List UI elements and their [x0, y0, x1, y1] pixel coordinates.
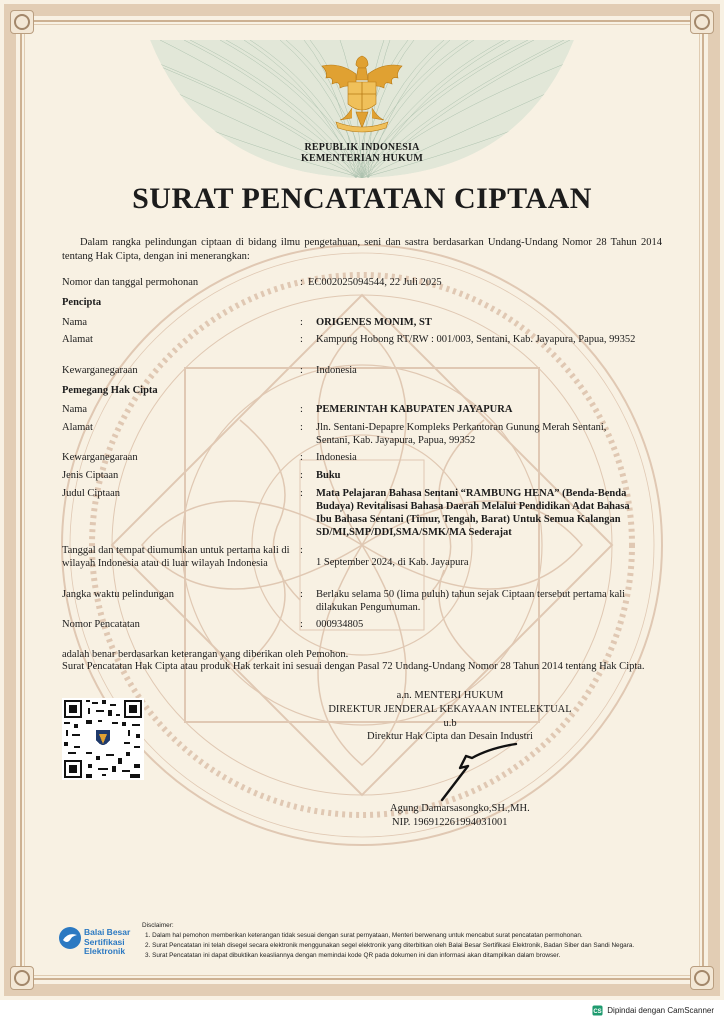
holder-nationality-label: Kewarganegaraan	[62, 452, 138, 463]
creator-address-label: Alamat	[62, 334, 93, 345]
logo-line-2: Sertifikasi	[84, 936, 125, 947]
qr-code-icon[interactable]	[62, 698, 144, 780]
creator-address-value: Kampung Hobong RT/RW : 001/003, Sentani, Kab. Jayapura, Papua, 99352	[316, 334, 636, 345]
holder-nationality-value: Indonesia	[316, 452, 357, 463]
work-type-value: Buku	[316, 470, 341, 481]
record-number-value: 000934805	[316, 619, 364, 630]
disclaimer	[142, 921, 682, 961]
colon: :	[300, 317, 303, 328]
signature-ub: u.b	[443, 718, 457, 729]
signature-on-behalf: a.n. MENTERI HUKUM	[396, 690, 504, 701]
creator-nationality-value: Indonesia	[316, 365, 357, 376]
publication-value: 1 September 2024, di Kab. Jayapura	[316, 557, 469, 568]
camscanner-icon	[592, 1005, 603, 1016]
creator-name-value: ORIGENES MONIM, ST	[316, 317, 432, 328]
intro-paragraph: Dalam rangka pelindungan ciptaan di bidang ilmu pengetahuan, seni dan sastra berdasarkan Undang-Undang Nomor 28 Tahun 2014 tentang Hak Cipta, dengan ini menerangkan:	[62, 237, 662, 262]
record-number-label: Nomor Pencatatan	[62, 619, 140, 630]
closing-line-2: Surat Pencatatan Hak Cipta atau produk Hak terkait ini sesuai dengan Pasal 72 Undang-Undang Nomor 28 Tahun 2014 tentang Hak Cipta.	[62, 661, 645, 672]
colon: :	[300, 545, 303, 556]
disclaimer-item-3: 3. Surat Pencatatan ini dapat dibuktikan keasliannya dengan memindai kode QR pada dokumen ini dan informasi akan ditampilkan dalam browser.	[145, 952, 561, 959]
svg-text:CS: CS	[593, 1008, 602, 1015]
colon: :	[300, 404, 303, 415]
work-type-label: Jenis Ciptaan	[62, 470, 119, 481]
work-title-value: Mata Pelajaran Bahasa Sentani “RAMBUNG HENA” (Benda-Benda Budaya) Revitalisasi Bahasa Daerah Melalui Pendidikan Adat Bahasa Ibu Bahasa Sentani (Timur, Tengah, Barat) Untuk Semua Kalangan SD/MI,SMP/DDI,SMA/SMK/MA Sederajat	[316, 488, 630, 538]
term-value: Berlaku selama 50 (lima puluh) tahun sejak Ciptaan tersebut pertama kali dilakukan Pengumuman.	[316, 589, 626, 613]
disclaimer-item-1: 1. Dalam hal pemohon memberikan keterangan tidak sesuai dengan surat pernyataan, Menteri berwenang untuk mencabut surat pencatatan permohonan.	[145, 932, 583, 939]
holder-name-value: PEMERINTAH KABUPATEN JAYAPURA	[316, 404, 513, 415]
header-country: REPUBLIK INDONESIA	[304, 142, 420, 153]
closing-line-1: adalah benar berdasarkan keterangan yang diberikan oleh Pemohon.	[62, 649, 349, 660]
work-title-label: Judul Ciptaan	[62, 488, 121, 499]
term-label: Jangka waktu pelindungan	[62, 589, 174, 600]
camscanner-watermark	[592, 1005, 714, 1016]
creator-nationality-label: Kewarganegaraan	[62, 365, 138, 376]
bsre-logo-text	[84, 928, 130, 957]
document-title: SURAT PENCATATAN CIPTAAN	[132, 182, 592, 215]
application-label: Nomor dan tanggal permohonan	[62, 277, 199, 288]
colon: :	[300, 619, 303, 630]
creator-name-label: Nama	[62, 317, 88, 328]
holder-address-value: Jln. Sentani-Depapre Kompleks Perkantoran Gunung Merah Sentani, Sentani, Kab. Jayapura, Papua, 99352	[316, 422, 607, 446]
logo-line-1: Balai Besar	[84, 927, 131, 937]
holder-address-label: Alamat	[62, 422, 93, 433]
colon: :	[300, 488, 303, 499]
header-ministry: KEMENTERIAN HUKUM	[300, 153, 423, 164]
section-pemegang: Pemegang Hak Cipta	[62, 385, 158, 396]
publication-label: Tanggal dan tempat diumumkan untuk pertama kali di wilayah Indonesia atau di luar wilayah Indonesia	[62, 545, 290, 569]
signature-director: Direktur Hak Cipta dan Desain Industri	[367, 731, 533, 742]
colon: :	[300, 334, 303, 345]
holder-name-label: Nama	[62, 404, 88, 415]
disclaimer-item-2: 2. Surat Pencatatan ini telah disegel secara elektronik menggunakan segel elektronik yang diterbitkan oleh Balai Besar Sertifikasi Elektronik, Badan Siber dan Sandi Negara.	[145, 942, 635, 949]
colon: :	[300, 470, 303, 481]
bsre-logo-icon	[58, 926, 82, 950]
handwritten-signature-icon	[420, 742, 530, 802]
signatory-nip: NIP. 196912261994031001	[392, 817, 508, 828]
garuda-emblem-icon	[318, 52, 406, 136]
colon: :	[300, 365, 303, 376]
logo-line-3: Elektronik	[84, 946, 126, 956]
colon: :	[300, 422, 303, 433]
signatory-name: Agung Damarsasongko,SH.,MH.	[390, 803, 530, 814]
disclaimer-title: Disclaimer:	[142, 922, 174, 929]
colon: :	[300, 589, 303, 600]
colon: :	[300, 452, 303, 463]
application-value: EC002025094544, 22 Juli 2025	[308, 277, 442, 288]
camscanner-label: Dipindai dengan CamScanner	[607, 1006, 714, 1015]
signature-director-general: DIREKTUR JENDERAL KEKAYAAN INTELEKTUAL	[328, 704, 572, 715]
colon: :	[300, 277, 303, 288]
section-pencipta: Pencipta	[62, 297, 102, 308]
